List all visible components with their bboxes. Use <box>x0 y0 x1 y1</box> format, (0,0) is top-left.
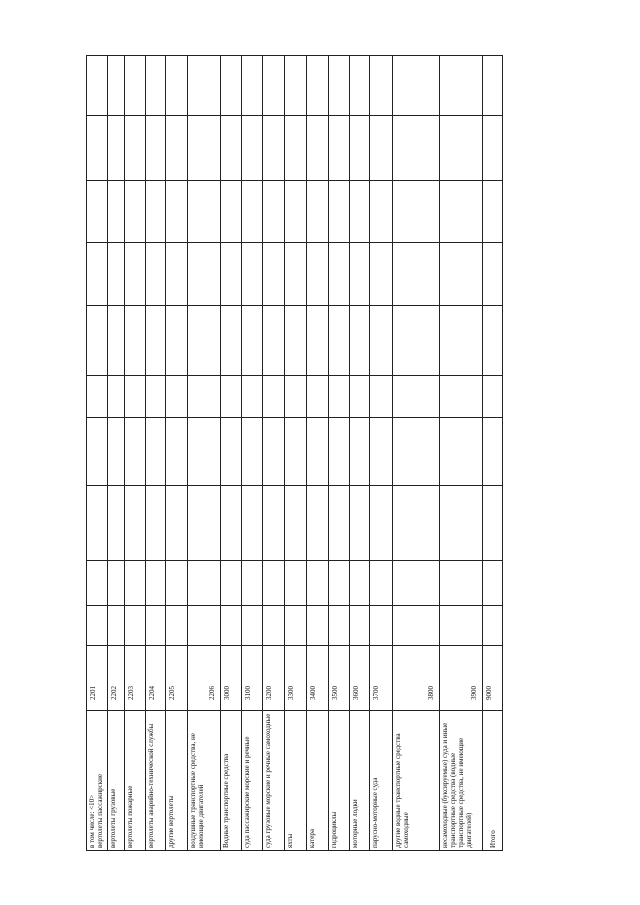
row-code: 3900 <box>470 686 478 700</box>
row-name-cell <box>349 710 369 851</box>
row-name: вертолеты грузовые <box>109 788 117 848</box>
row-code-cell <box>392 645 439 710</box>
row-code: 3000 <box>223 686 231 700</box>
row-name-cell <box>107 710 124 851</box>
data-table <box>86 55 503 851</box>
row-name: другие водные транспортные средства самоходные <box>394 733 410 848</box>
row-name-cell <box>165 710 187 851</box>
row-code: 2201 <box>89 686 97 700</box>
table-rule <box>86 55 503 56</box>
row-name: несамоходные (буксируемые) суда и иные транспортные средства (водные транспортные средства, не имеющие двигателей) <box>441 722 473 848</box>
row-code: 3500 <box>331 686 339 700</box>
row-name: Итого <box>489 830 497 848</box>
row-name: моторные лодки <box>351 799 359 848</box>
row-name-cell <box>262 710 284 851</box>
row-code-cell <box>306 645 328 710</box>
row-name: вертолеты пожарные <box>126 785 134 848</box>
table-rule <box>86 605 503 606</box>
row-code: 3400 <box>309 686 317 700</box>
row-name-cell <box>439 710 482 851</box>
row-code-cell <box>124 645 145 710</box>
row-code-cell <box>187 645 220 710</box>
row-code: 9000 <box>485 686 493 700</box>
row-name-cell <box>187 710 220 851</box>
row-name: парусно-моторные суда <box>371 777 379 848</box>
row-code-cell <box>107 645 124 710</box>
row-name-cell <box>241 710 262 851</box>
row-code-cell <box>220 645 241 710</box>
table-rule <box>86 375 503 376</box>
row-name-cell <box>306 710 328 851</box>
table-rule <box>86 417 503 418</box>
row-code: 2206 <box>208 686 216 700</box>
row-name: суда пассажирские морские и речные <box>243 736 251 848</box>
row-code: 2205 <box>168 686 176 700</box>
row-name: вертолеты аварийно-технической службы <box>147 723 155 848</box>
row-code: 2202 <box>110 686 118 700</box>
row-name-cell <box>284 710 306 851</box>
row-name-cell <box>328 710 349 851</box>
table-rule <box>86 115 503 116</box>
table-rule <box>86 305 503 306</box>
row-code-cell <box>165 645 187 710</box>
table-rule <box>86 180 503 181</box>
row-code: 2204 <box>148 686 156 700</box>
row-code-cell <box>482 645 503 710</box>
row-code: 2203 <box>127 686 135 700</box>
row-name: яхты <box>286 833 294 848</box>
row-code-cell <box>284 645 306 710</box>
table-rule <box>86 242 503 243</box>
row-name-cell <box>220 710 241 851</box>
row-name: катера <box>308 829 316 848</box>
row-name-cell <box>145 710 165 851</box>
row-name: гидроциклы <box>330 811 338 848</box>
table-rule <box>86 485 503 486</box>
table-rule <box>86 560 503 561</box>
row-code: 3200 <box>265 686 273 700</box>
row-name-cell <box>369 710 392 851</box>
row-code-cell <box>328 645 349 710</box>
row-code: 3100 <box>244 686 252 700</box>
row-code-cell <box>349 645 369 710</box>
row-code-cell <box>86 645 107 710</box>
row-name-cell <box>86 710 107 851</box>
row-code-cell <box>145 645 165 710</box>
row-code-cell <box>439 645 482 710</box>
row-name-cell <box>482 710 503 851</box>
row-name: Водные транспортные средства <box>222 753 230 848</box>
row-name: воздушные транспортные средства, не имеющие двигателей <box>189 733 205 848</box>
row-code: 3300 <box>287 686 295 700</box>
row-name: в том числе: <10> вертолеты пассажирские <box>88 774 104 848</box>
row-name-cell <box>124 710 145 851</box>
row-code-cell <box>369 645 392 710</box>
row-code: 3600 <box>352 686 360 700</box>
row-name: другие вертолеты <box>167 795 175 848</box>
row-code-cell <box>241 645 262 710</box>
row-code-cell <box>262 645 284 710</box>
row-name: суда грузовые морские и речные самоходные <box>264 713 272 848</box>
row-code: 3800 <box>427 686 435 700</box>
row-name-cell <box>392 710 439 851</box>
row-code: 3700 <box>372 686 380 700</box>
